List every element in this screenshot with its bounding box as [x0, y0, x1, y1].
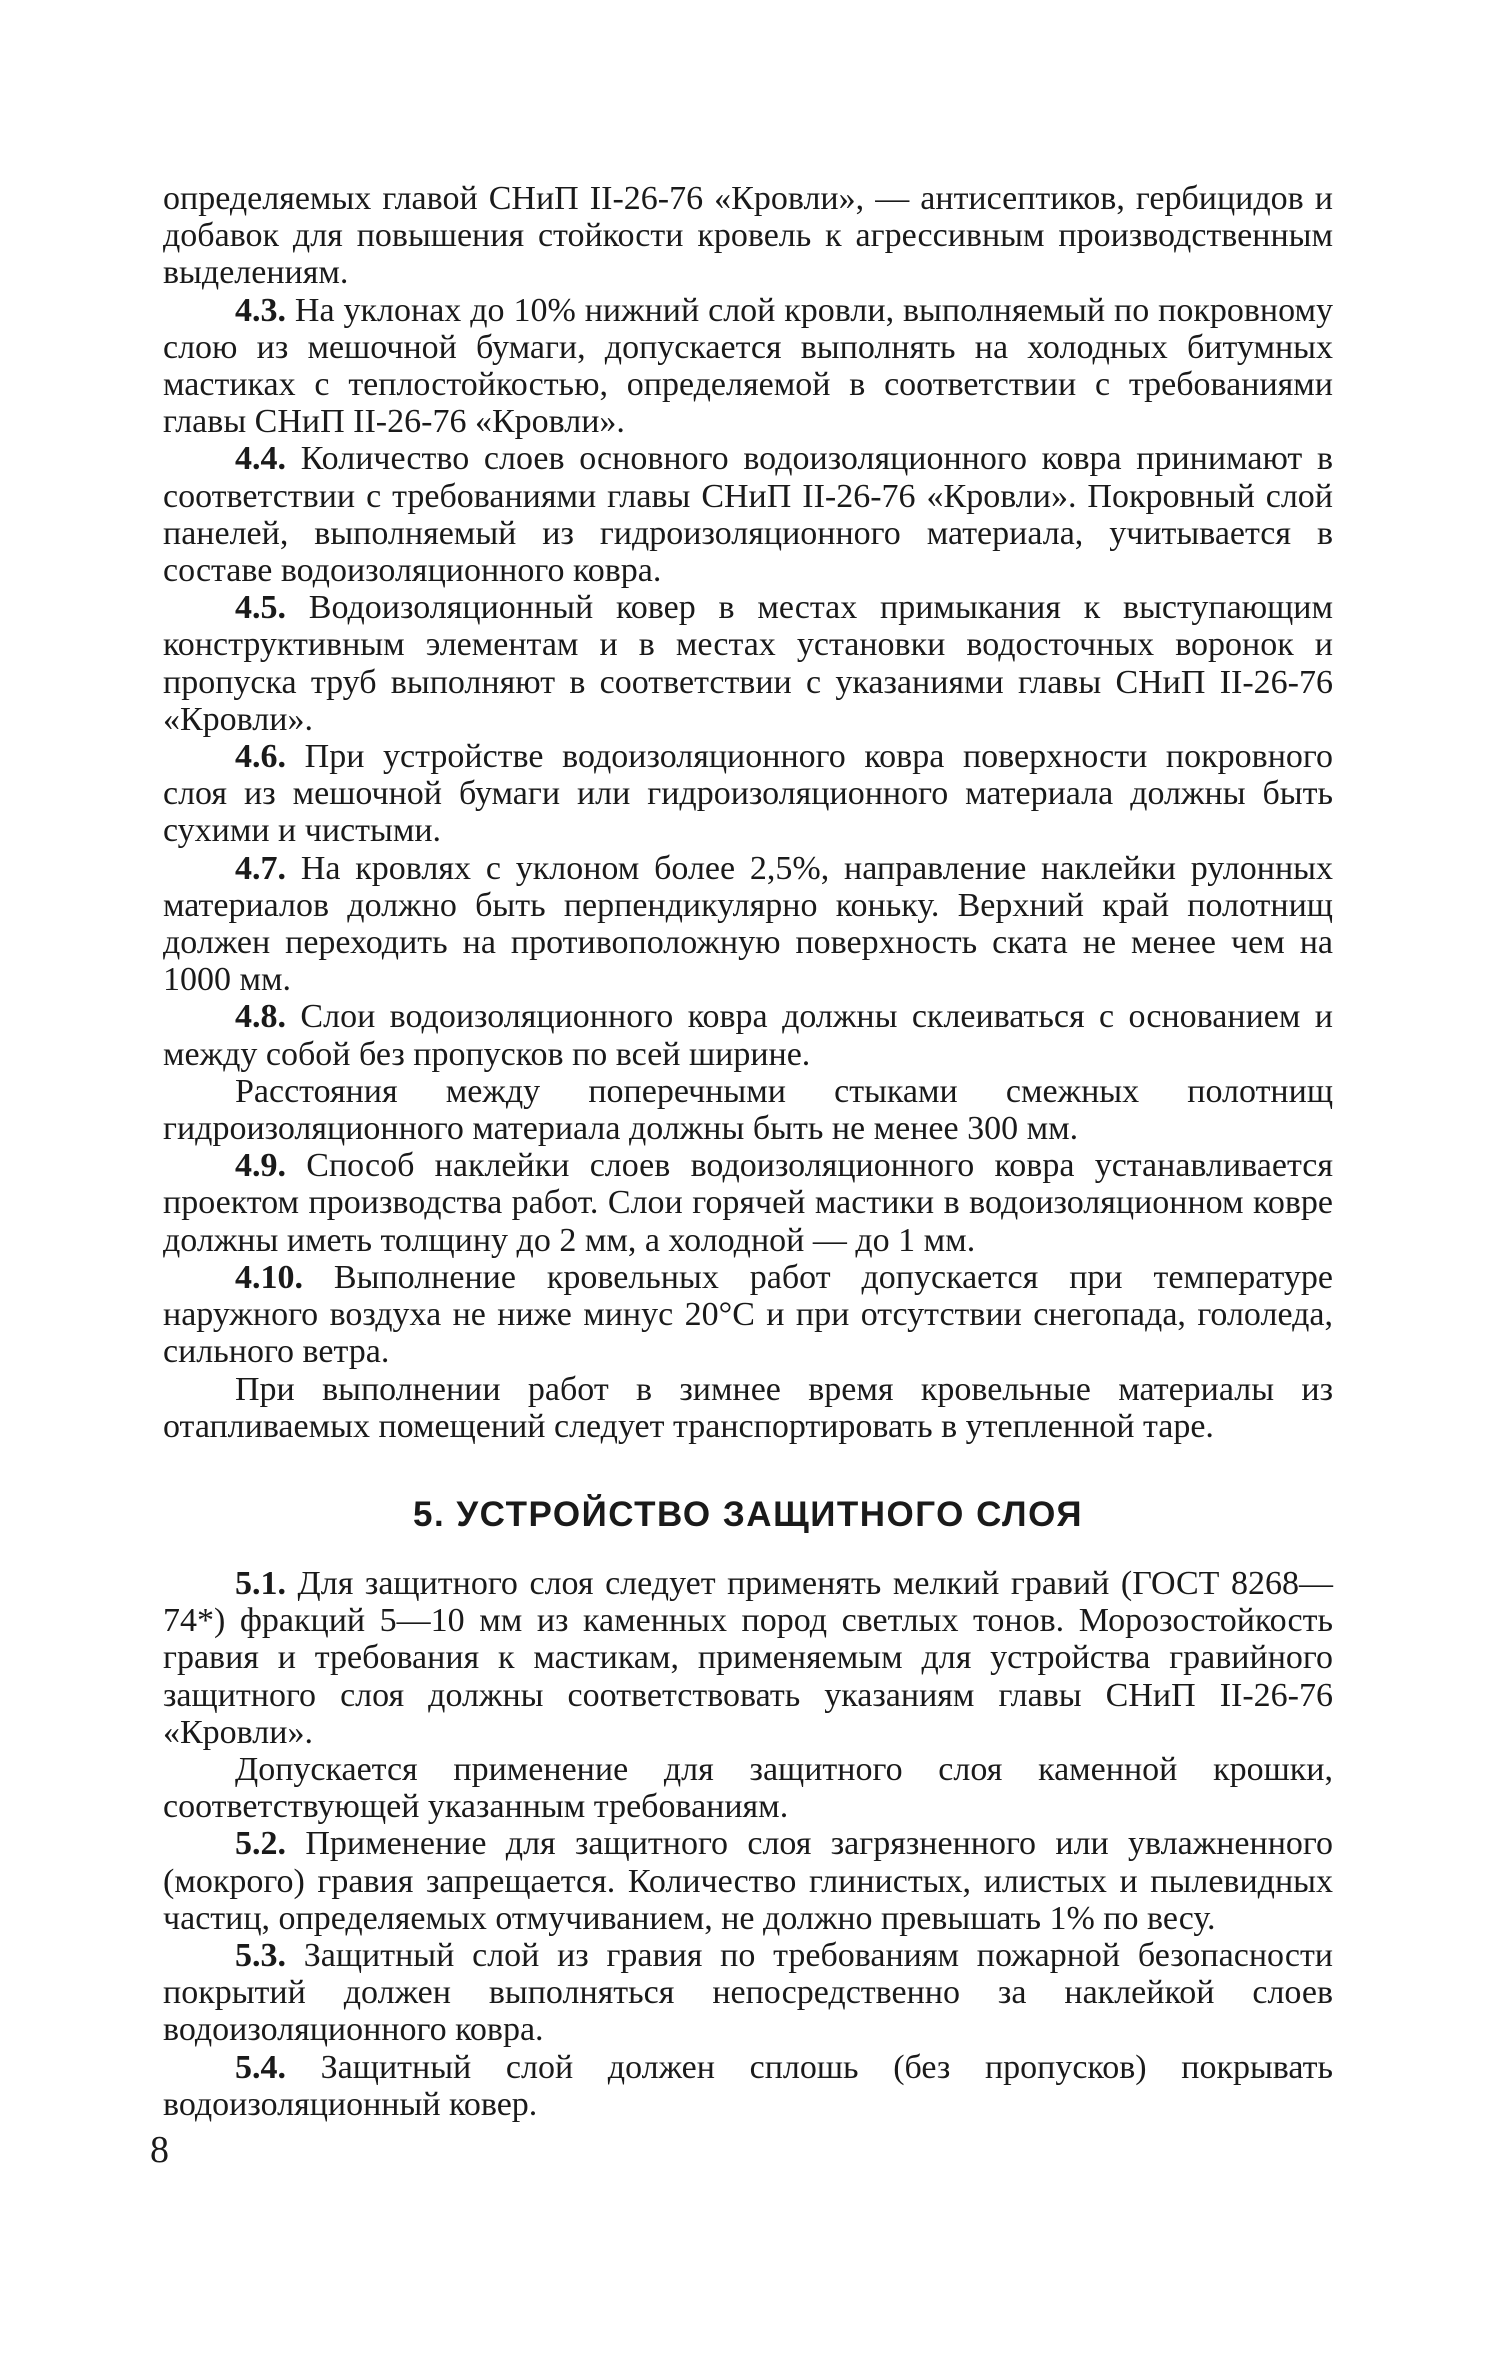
clause-number: 5.4.	[235, 2048, 286, 2086]
paragraph	[163, 292, 1333, 441]
document-page	[163, 180, 1333, 2123]
paragraph-text: Расстояния между поперечными стыками смежных полотнищ гидроизоляционного материала должны быть не менее 300 мм.	[163, 1072, 1333, 1148]
paragraph	[163, 2049, 1333, 2123]
clause-number: 4.9.	[235, 1147, 286, 1185]
page-number: 8	[150, 2129, 169, 2171]
paragraph-text: При устройстве водоизоляционного ковра поверхности покровного слоя из мешочной бумаги или гидроизоляционного материала должны быть сухими и чистыми.	[163, 738, 1333, 850]
paragraph-text: определяемых главой СНиП II-26-76 «Кровли», — антисептиков, гербицидов и добавок для повышения стойкости кровель к агрессивным производственным выделениям.	[163, 180, 1333, 292]
clause-number: 5.1.	[235, 1564, 286, 1602]
clause-number: 5.3.	[235, 1936, 286, 1974]
paragraph	[163, 1751, 1333, 1825]
paragraph-text: Выполнение кровельных работ допускается при температуре наружного воздуха не ниже минус 20°С и при отсутствии снегопада, гололеда, сильного ветра.	[163, 1258, 1333, 1371]
paragraph-text: Для защитного слоя следует применять мелкий гравий (ГОСТ 8268—74*) фракций 5—10 мм из каменных пород светлых тонов. Морозостойкость гравия и требования к мастикам, применяемым для устройства гравийного защитного слоя должны соответствовать указаниям главы СНиП II-26-76 «Кровли».	[163, 1564, 1333, 1751]
paragraph-text: Слои водоизоляционного ковра должны склеиваться с основанием и между собой без пропусков по всей ширине.	[163, 998, 1333, 1073]
section-5-body	[163, 1565, 1333, 2123]
paragraph-text: Применение для защитного слоя загрязненного или увлажненного (мокрого) гравия запрещается. Количество глинистых, илистых и пылевидных частиц, определяемых отмучиванием, не должно превышать 1% по весу.	[163, 1825, 1333, 1937]
paragraph	[163, 1565, 1333, 1751]
section-heading: 5. УСТРОЙСТВО ЗАЩИТНОГО СЛОЯ	[413, 1494, 1083, 1534]
paragraph-text: Количество слоев основного водоизоляционного ковра принимают в соответствии с требованиями главы СНиП II-26-76 «Кровли». Покровный слой панелей, выполняемый из гидроизоляционного материала, учитывается в составе водоизоляционного ковра.	[163, 440, 1333, 590]
paragraph	[163, 440, 1333, 589]
paragraph	[163, 998, 1333, 1072]
paragraph-text: Защитный слой должен сплошь (без пропусков) покрывать водоизоляционный ковер.	[163, 2048, 1333, 2123]
paragraph-text: На уклонах до 10% нижний слой кровли, выполняемый по покровному слою из мешочной бумаги, допускается выполнять на холодных битумных мастиках с теплостойкостью, определяемой в соответствии с требованиями главы СНиП II-26-76 «Кровли».	[163, 291, 1333, 441]
paragraph-text: Способ наклейки слоев водоизоляционного ковра устанавливается проектом производства работ. Слои горячей мастики в водоизоляционном ковре должны иметь толщину до 2 мм, а холодной — до 1 мм.	[163, 1147, 1333, 1259]
clause-number: 4.4.	[235, 440, 286, 478]
paragraph-text: На кровлях с уклоном более 2,5%, направление наклейки рулонных материалов должно быть перпендикулярно коньку. Верхний край полотнищ должен переходить на противоположную поверхность ската не менее чем на 1000 мм.	[163, 849, 1333, 999]
clause-number: 4.8.	[235, 998, 286, 1036]
paragraph-text: Защитный слой из гравия по требованиям пожарной безопасности покрытий должен выполняться непосредственно за наклейкой слоев водоизоляционного ковра.	[163, 1936, 1333, 2049]
clause-number: 4.6.	[235, 738, 286, 776]
clause-number: 4.5.	[235, 589, 286, 627]
paragraph	[163, 1259, 1333, 1371]
clause-number: 4.7.	[235, 849, 286, 887]
section-4-continuation	[163, 180, 1333, 1445]
paragraph	[163, 1825, 1333, 1937]
paragraph	[163, 1073, 1333, 1147]
paragraph	[163, 738, 1333, 850]
paragraph-text: Допускается применение для защитного слоя каменной крошки, соответствующей указанным требованиям.	[163, 1750, 1333, 1826]
clause-number: 5.2.	[235, 1825, 286, 1863]
paragraph-text: При выполнении работ в зимнее время кровельные материалы из отапливаемых помещений следует транспортировать в утепленной таре.	[163, 1370, 1333, 1445]
clause-number: 4.10.	[235, 1258, 303, 1296]
paragraph-text: Водоизоляционный ковер в местах примыкания к выступающим конструктивным элементам и в местах установки водосточных воронок и пропуска труб выполняют в соответствии с указаниями главы СНиП II-26-76 «Кровли».	[163, 589, 1333, 738]
paragraph	[163, 1937, 1333, 2049]
paragraph	[163, 180, 1333, 292]
paragraph	[163, 850, 1333, 999]
clause-number: 4.3.	[235, 291, 286, 329]
paragraph	[163, 1147, 1333, 1259]
paragraph	[163, 1371, 1333, 1445]
paragraph	[163, 589, 1333, 738]
